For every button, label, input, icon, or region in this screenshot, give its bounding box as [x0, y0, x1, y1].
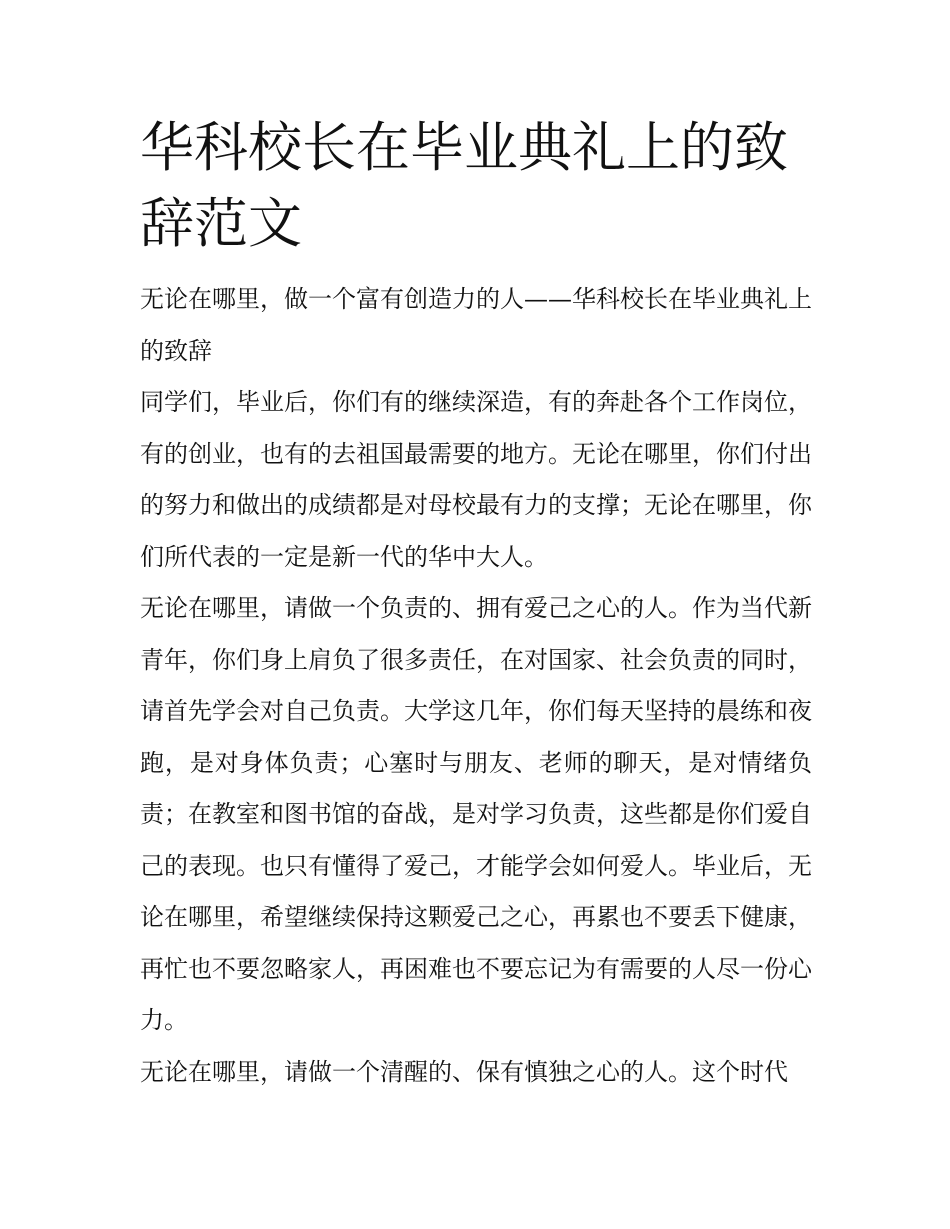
paragraph-2: 无论在哪里，请做一个负责的、拥有爱己之心的人。作为当代新青年，你们身上肩负了很多责任，在对国家、社会负责的同时，请首先学会对自己负责。大学这几年，你们每天坚持的晨练和夜跑，是对身体负责；心塞时与朋友、老师的聊天，是对情绪负责；在教室和图书馆的奋战，是对学习负责，这些都是你们爱自己的表现。也只有懂得了爱己，才能学会如何爱人。毕业后，无论在哪里，希望继续保持这颗爱己之心，再累也不要丢下健康，再忙也不要忽略家人，再困难也不要忘记为有需要的人尽一份心力。 — [140, 594, 812, 1034]
document-page — [140, 110, 812, 1098]
paragraph-subtitle: 无论在哪里，做一个富有创造力的人——华科校长在毕业典礼上的致辞 — [140, 285, 812, 365]
document-title: 华科校长在毕业典礼上的致辞范文 — [140, 116, 788, 255]
paragraph-3: 无论在哪里，请做一个清醒的、保有慎独之心的人。这个时代 — [140, 1057, 788, 1086]
paragraph-1: 同学们，毕业后，你们有的继续深造，有的奔赴各个工作岗位，有的创业，也有的去祖国最需要的地方。无论在哪里，你们付出的努力和做出的成绩都是对母校最有力的支撑；无论在哪里，你们所代表的一定是新一代的华中大人。 — [140, 388, 812, 571]
